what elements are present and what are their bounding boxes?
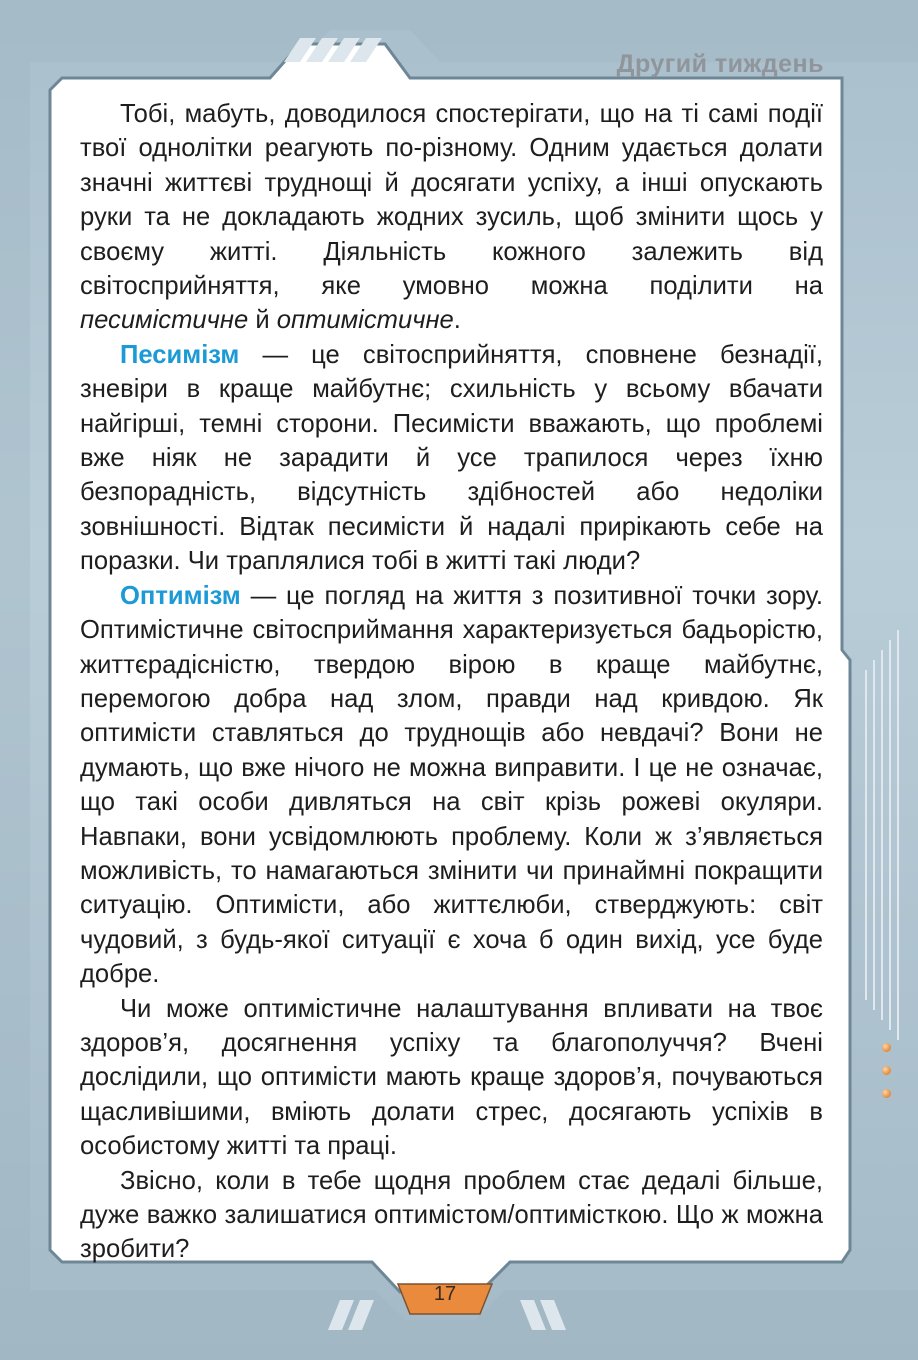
paragraph-question: Звісно, коли в тебе щодня проблем стає дедалі більше, дуже важко залишатися оптимістом/оптимісткою. Що ж можна зробити? [80, 1166, 823, 1264]
decor-dot [882, 1066, 891, 1075]
emphasis-optimistic: оптимістичне [276, 306, 454, 335]
page-body [80, 97, 823, 1267]
paragraph-optimism [80, 579, 823, 992]
definition-text: — це погляд на життя з позитивної точки зору. Оптимістичне світосприймання характеризується бадьорістю, життєрадісністю, твердою вірою в краще майбутнє, перемогою добра над злом, правди над кривдою. Як оптимісти ставляться до труднощів або невдачі? Вони не думають, що вже нічого не можна виправити. І це не означає, що такі особи дивляться на світ крізь рожеві окуляри. Навпаки, вони усвідомлюють проблему. Коли ж з’являється можливість, то намагаються змінити чи принаймні покращити ситуацію. Оптимісти, або життєлюби, стверджують: світ чудовий, з будь-якої ситуації є хоча б один вихід, усе буде добре. [80, 581, 823, 989]
page-number: 17 [433, 1283, 457, 1305]
definition-text: — це світосприйняття, сповнене безнадії, зневіри в краще майбутнє; схильність у всьому вбачати найгірші, темні сторони. Песимісти вважають, що проблемі вже ніяк не зарадити й усе трапилося через їхню безпорадність, відсутність здібностей або недоліки зовнішності. Відтак песимісти й надалі прирікають себе на поразки. Чи траплялися тобі в житті такі люди? [80, 340, 823, 576]
side-ridges [866, 630, 898, 1040]
term-pessimism: Песимізм [120, 340, 240, 369]
emphasis-pessimistic: песимістичне [80, 306, 249, 335]
text-span: . [453, 306, 461, 335]
text-span: й [248, 306, 277, 335]
paragraph-pessimism [80, 338, 823, 579]
text-span: Тобі, мабуть, доводилося спостерігати, що на ті самі події твої однолітки реагують по-різному. Одним удається долати значні життєві труднощі й досягати успіху, а інші опускають руки та не докладають жодних зусиль, щоб змінити щось у своєму житті. Діяльність кожного залежить від світосприйняття, яке умовно можна поділити на [80, 100, 823, 301]
term-optimism: Оптимізм [120, 581, 241, 610]
paragraph-health: Чи може оптимістичне налаштування впливати на твоє здоров’я, досягнення успіху та благополуччя? Вчені дослідили, що оптимісти мають краще здоров’я, почуваються щасливішими, вміють долати стрес, досягають успіхів в особистому житті та праці. [80, 994, 823, 1161]
decor-dot [882, 1043, 891, 1052]
header-title: Другий тиждень [616, 50, 824, 78]
decor-dot [882, 1089, 891, 1098]
paragraph-intro [80, 97, 823, 338]
